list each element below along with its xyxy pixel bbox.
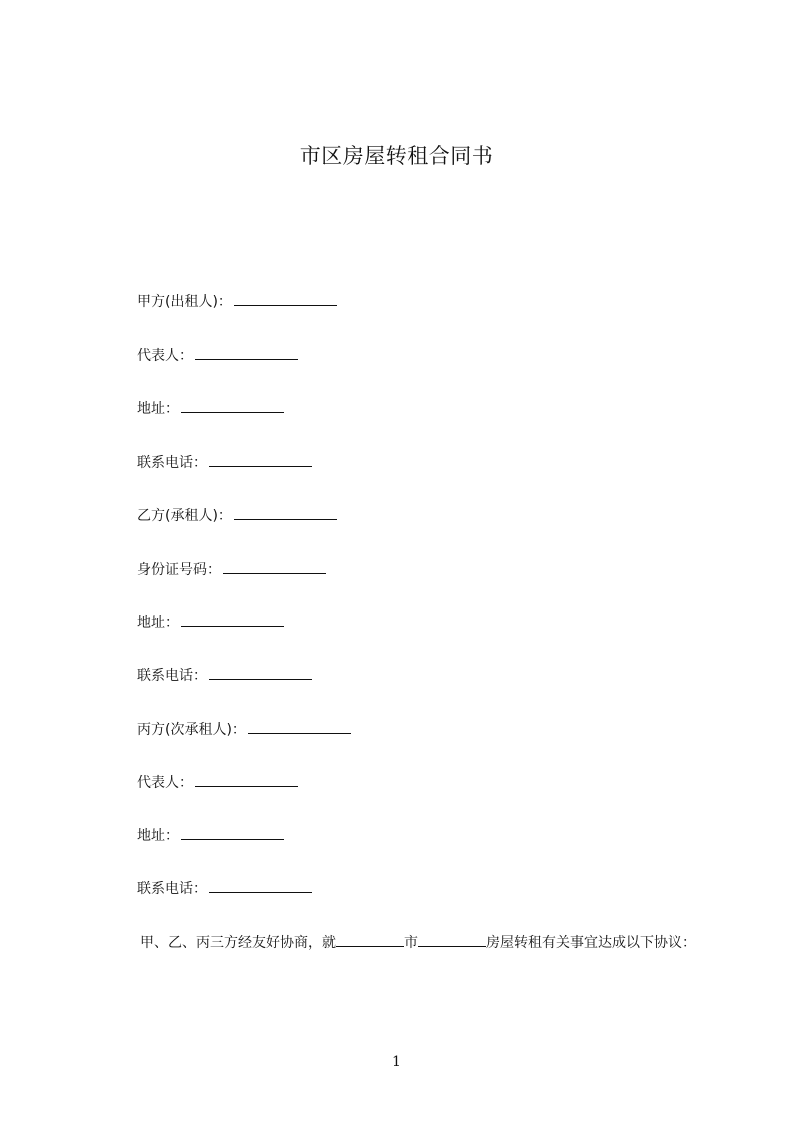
page-number: 1 xyxy=(392,1054,401,1070)
field-party-c-address xyxy=(137,825,284,846)
field-party-c-representative xyxy=(137,772,298,793)
field-label: 联系电话： xyxy=(137,881,207,897)
field-label: 代表人： xyxy=(137,775,193,791)
field-party-b xyxy=(137,505,337,526)
intro-paragraph xyxy=(108,930,708,956)
fill-in-blank[interactable] xyxy=(181,825,284,840)
field-label: 丙方(次承租人)： xyxy=(137,722,246,738)
field-party-a xyxy=(137,291,337,312)
field-label: 联系电话： xyxy=(137,455,207,471)
field-label: 地址： xyxy=(137,615,179,631)
fill-in-blank[interactable] xyxy=(181,398,284,413)
fill-in-blank[interactable] xyxy=(209,452,312,467)
city-blank[interactable] xyxy=(336,932,404,947)
field-label: 地址： xyxy=(137,828,179,844)
field-label: 甲方(出租人)： xyxy=(137,294,232,310)
property-blank[interactable] xyxy=(418,932,486,947)
intro-text-2: 市 xyxy=(404,935,418,951)
fill-in-blank[interactable] xyxy=(195,772,298,787)
field-party-c xyxy=(137,719,351,740)
field-party-b-id-number xyxy=(137,559,326,580)
fill-in-blank[interactable] xyxy=(195,345,298,360)
field-label: 地址： xyxy=(137,401,179,417)
fill-in-blank[interactable] xyxy=(223,559,326,574)
field-party-b-phone xyxy=(137,665,312,686)
intro-text-1: 甲、乙、丙三方经友好协商，就 xyxy=(140,935,336,951)
field-label: 代表人： xyxy=(137,348,193,364)
fill-in-blank[interactable] xyxy=(209,878,312,893)
fill-in-blank[interactable] xyxy=(248,719,351,734)
field-party-a-address xyxy=(137,398,284,419)
intro-text-3: 房屋转租有关事宜达成以下协议： xyxy=(486,935,696,951)
field-party-a-phone xyxy=(137,452,312,473)
fill-in-blank[interactable] xyxy=(234,505,337,520)
field-label: 乙方(承租人)： xyxy=(137,508,232,524)
fill-in-blank[interactable] xyxy=(209,665,312,680)
field-label: 身份证号码： xyxy=(137,562,221,578)
field-party-c-phone xyxy=(137,878,312,899)
fill-in-blank[interactable] xyxy=(181,612,284,627)
field-party-b-address xyxy=(137,612,284,633)
fill-in-blank[interactable] xyxy=(234,291,337,306)
document-title: 市区房屋转租合同书 xyxy=(299,144,494,168)
field-label: 联系电话： xyxy=(137,668,207,684)
field-party-a-representative xyxy=(137,345,298,366)
